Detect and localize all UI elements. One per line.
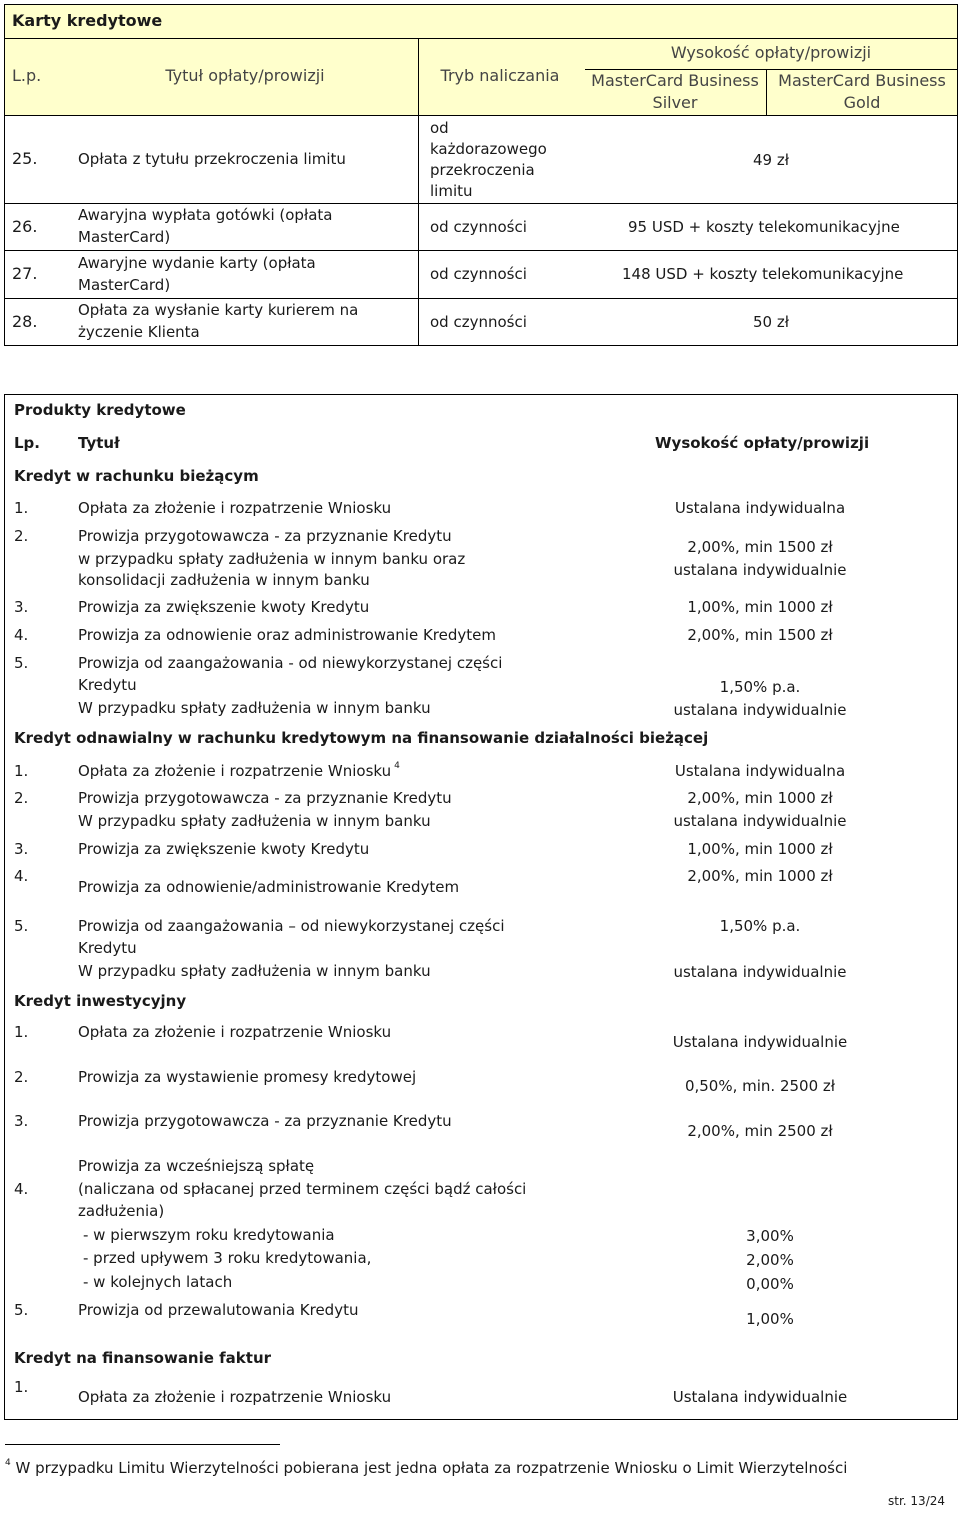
row-amount: ustalana indywidualnie [673,701,847,719]
row-title: konsolidacji zadłużenia w innym banku [78,571,370,589]
row-title [78,760,400,782]
row-mode: od czynności [430,265,527,283]
row-amount: Ustalana indywidualnie [672,1033,848,1051]
row-title: Kredytu [78,939,137,957]
footnote [5,1457,847,1479]
row-title: zadłużenia) [78,1202,165,1220]
row-amount: Ustalana indywidualna [674,762,846,780]
row-title: Opłata za złożenie i rozpatrzenie Wniosku [78,499,392,517]
row-title: Prowizja przygotowawcza - za przyznanie Kredytu [78,527,452,545]
cards-header-mode: Tryb naliczania [440,66,560,85]
row-lp: 1. [14,1023,29,1041]
footnote-separator [5,1444,280,1445]
row-title: W przypadku spłaty zadłużenia w innym banku [78,962,431,980]
page-number: str. 13/24 [888,1494,945,1508]
cards-title: Karty kredytowe [12,11,163,30]
row-title-text: Opłata za złożenie i rozpatrzenie Wniosku [78,762,392,780]
row-title: Opłata z tytułu przekroczenia limitu [78,150,346,168]
row-title: W przypadku spłaty zadłużenia w innym banku [78,812,431,830]
row-title: Opłata za wysłanie karty kurierem na [78,301,359,319]
row-lp: 4. [14,867,29,885]
row-title: Prowizja przygotowawcza - za przyznanie Kredytu [78,789,452,807]
row-lp: 26. [12,217,38,236]
products-header-lp: Lp. [14,434,40,452]
row-title: MasterCard) [78,228,171,246]
row-title: (naliczana od spłacanej przed terminem części bądź całości [78,1180,527,1198]
row-amount: 0,50%, min. 2500 zł [684,1077,836,1095]
row-amount: 1,00% [746,1310,794,1328]
row-lp: 3. [14,1112,29,1130]
row-amount: 3,00% [746,1227,794,1245]
footnote-ref: 4 [394,761,400,771]
row-amount: 1,50% p.a. [719,917,801,935]
row-amount: 95 USD + koszty telekomunikacyjne [628,218,900,236]
row-amount: 1,50% p.a. [719,678,801,696]
row-lp: 2. [14,1068,29,1086]
row-title: - przed upływem 3 roku kredytowania, [83,1249,372,1267]
section-heading-invoice-financing: Kredyt na finansowanie faktur [14,1349,272,1367]
row-mode: od czynności [430,218,527,236]
row-title: Kredytu [78,676,137,694]
row-amount: 2,00%, min 1000 zł [687,789,833,807]
row-title: Prowizja za zwiększenie kwoty Kredytu [78,598,370,616]
cards-header-silver-2: Silver [652,93,698,112]
cards-header-amount: Wysokość opłaty/prowizji [670,43,872,62]
row-lp: 5. [14,1301,29,1319]
row-title: - w pierwszym roku kredytowania [83,1226,335,1244]
row-title: Awaryjna wypłata gotówki (opłata [78,206,333,224]
row-lp: 5. [14,917,29,935]
row-amount: 50 zł [753,313,789,331]
products-title: Produkty kredytowe [14,401,186,419]
footnote-mark: 4 [5,1458,11,1468]
row-title: Prowizja za wcześniejszą spłatę [78,1157,315,1175]
row-amount: 2,00% [746,1251,794,1269]
row-lp: 3. [14,598,29,616]
row-amount: 1,00%, min 1000 zł [687,598,833,616]
row-amount: Ustalana indywidualnie [672,1388,848,1406]
row-lp: 1. [14,762,29,780]
cards-header-lp: L.p. [12,66,42,85]
section-heading-overdraft: Kredyt w rachunku bieżącym [14,467,259,485]
row-title: Prowizja od zaangażowania - od niewykorzystanej części [78,654,503,672]
row-title: Prowizja za wystawienie promesy kredytowej [78,1068,417,1086]
row-mode: limitu [430,182,473,200]
row-amount: 1,00%, min 1000 zł [687,840,833,858]
row-title: Opłata za złożenie i rozpatrzenie Wniosku [78,1023,392,1041]
row-lp: 28. [12,312,38,331]
row-amount: ustalana indywidualnie [673,963,847,981]
row-amount: ustalana indywidualnie [673,812,847,830]
footnote-text: W przypadku Limitu Wierzytelności pobierana jest jedna opłata za rozpatrzenie Wniosku o Limit Wierzytelności [15,1459,848,1477]
row-mode: od czynności [430,313,527,331]
row-title: w przypadku spłaty zadłużenia w innym banku oraz [78,550,466,568]
row-lp: 25. [12,149,38,168]
row-amount: 2,00%, min 1000 zł [687,867,833,885]
row-title: Opłata za złożenie i rozpatrzenie Wniosku [78,1388,392,1406]
cards-header-gold-2: Gold [843,93,881,112]
row-title: - w kolejnych latach [83,1273,233,1291]
section-heading-investment: Kredyt inwestycyjny [14,992,187,1010]
cards-header-silver-1: MasterCard Business [591,71,759,90]
row-lp: 4. [14,1180,29,1198]
row-title: W przypadku spłaty zadłużenia w innym banku [78,699,431,717]
row-amount: Ustalana indywidualna [674,499,846,517]
row-title: życzenie Klienta [78,323,200,341]
row-lp: 2. [14,789,29,807]
row-title: Prowizja od zaangażowania – od niewykorzystanej części [78,917,505,935]
row-amount: 2,00%, min 2500 zł [687,1122,833,1140]
cards-header-gold-1: MasterCard Business [778,71,946,90]
products-header-title: Tytuł [78,434,120,452]
row-lp: 1. [14,499,29,517]
row-lp: 1. [14,1378,29,1396]
row-mode: każdorazowego [430,140,547,158]
row-amount: ustalana indywidualnie [673,561,847,579]
row-title: Awaryjne wydanie karty (opłata [78,254,316,272]
row-title: Prowizja za zwiększenie kwoty Kredytu [78,840,370,858]
row-amount: 0,00% [746,1275,794,1293]
row-title: MasterCard) [78,276,171,294]
row-mode: przekroczenia [430,161,535,179]
row-title: Prowizja za odnowienie oraz administrowanie Kredytem [78,626,496,644]
row-lp: 27. [12,264,38,283]
row-title: Prowizja przygotowawcza - za przyznanie Kredytu [78,1112,452,1130]
row-mode: od [430,119,449,137]
row-title: Prowizja za odnowienie/administrowanie Kredytem [78,878,460,896]
cards-header-title: Tytuł opłaty/prowizji [165,66,325,85]
row-lp: 4. [14,626,29,644]
row-lp: 5. [14,654,29,672]
row-amount: 49 zł [753,151,789,169]
row-title: Prowizja od przewalutowania Kredytu [78,1301,359,1319]
row-amount: 2,00%, min 1500 zł [687,538,833,556]
row-amount: 148 USD + koszty telekomunikacyjne [622,265,904,283]
section-heading-revolving: Kredyt odnawialny w rachunku kredytowym na finansowanie działalności bieżącej [14,729,709,747]
row-amount: 2,00%, min 1500 zł [687,626,833,644]
row-lp: 3. [14,840,29,858]
row-lp: 2. [14,527,29,545]
products-header-amount: Wysokość opłaty/prowizji [655,434,870,452]
